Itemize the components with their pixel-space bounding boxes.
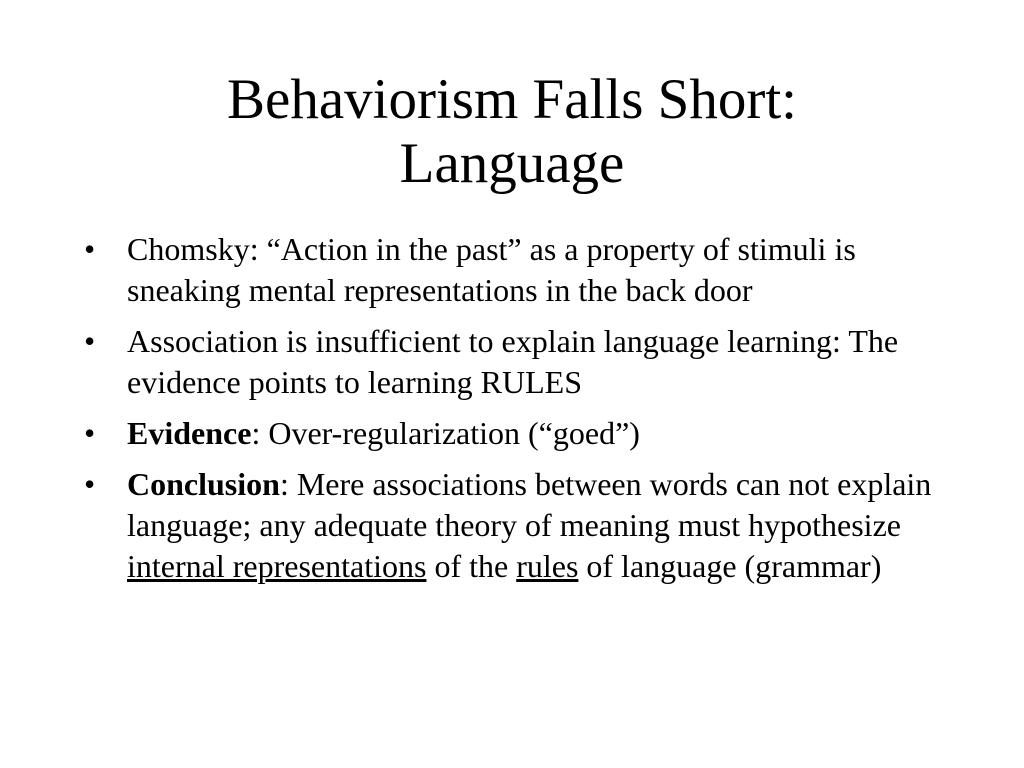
bullet-item-conclusion	[84, 464, 964, 587]
bullet-text: Association is insufficient to explain language learning: The evidence points to learning RULES	[127, 323, 899, 400]
bullet-icon: •	[84, 231, 96, 267]
bullet-text: Chomsky: “Action in the past” as a property of stimuli is sneaking mental representations in the back door	[127, 231, 856, 308]
bullet-list	[84, 229, 964, 597]
bullet-text: : Over-regularization (“goed”)	[251, 415, 640, 451]
bullet-item-evidence	[84, 413, 964, 454]
bullet-item-association	[84, 321, 964, 403]
slide-title-line-2: Language	[399, 132, 625, 195]
bullet-text-part-2: of the	[426, 548, 517, 584]
bullet-icon: •	[84, 415, 96, 451]
bullet-bold-label: Conclusion	[127, 466, 280, 502]
bullet-icon: •	[84, 466, 96, 502]
bullet-bold-label: Evidence	[127, 415, 252, 451]
bullet-item-chomsky	[84, 229, 964, 311]
bullet-icon: •	[84, 323, 96, 359]
slide-title	[0, 68, 1024, 196]
bullet-text-part-3: of language (grammar)	[578, 548, 882, 584]
bullet-text-part-1: : Mere associations between words can not explain language; any adequate theory of meaning must hypothesize	[127, 466, 932, 543]
underlined-internal-representations: internal representations	[127, 548, 427, 584]
underlined-rules: rules	[516, 548, 579, 584]
slide-title-line-1: Behaviorism Falls Short:	[227, 68, 797, 131]
